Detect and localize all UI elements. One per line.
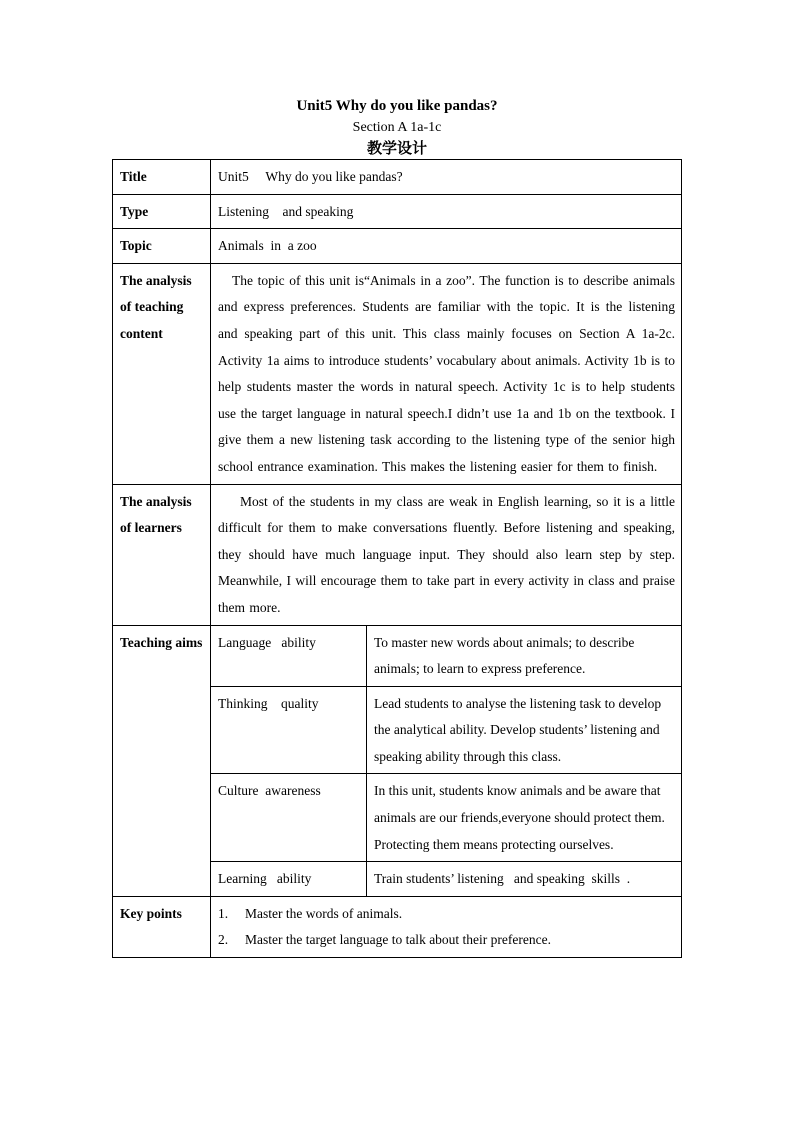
key-points-label: Key points (113, 896, 211, 957)
row-aim-language (113, 625, 682, 686)
aim-name: Culture awareness (211, 774, 367, 862)
learners-analysis-text: Most of the students in my class are weak in English learning, so it is a little difficult for them to make conversations fluently. Before listening and speaking, they should have much language input. They should also learn step by step. Meanwhile, I will encourage them to take part in every activity in class and praise them more. (211, 484, 682, 625)
teaching-aims-label: Teaching aims (113, 625, 211, 896)
row-topic (113, 229, 682, 264)
row-title (113, 160, 682, 195)
title-label: Title (113, 160, 211, 195)
aim-text: Train students’ listening and speaking skills . (367, 862, 682, 897)
type-label: Type (113, 194, 211, 229)
topic-label: Topic (113, 229, 211, 264)
row-key-points (113, 896, 682, 957)
row-content-analysis (113, 263, 682, 484)
document-chinese-title: 教学设计 (366, 139, 427, 157)
title-value: Unit5 Why do you like pandas? (211, 160, 682, 195)
document-subtitle: Section A 1a-1c (352, 120, 442, 135)
row-learners-analysis (113, 484, 682, 625)
list-item: 2. Master the target language to talk about their preference. (218, 932, 551, 948)
topic-value: Animals in a zoo (211, 229, 682, 264)
content-analysis-label: The analysis of teaching content (113, 263, 211, 484)
aim-text: To master new words about animals; to describe animals; to learn to express preference. (367, 625, 682, 686)
type-value: Listening and speaking (211, 194, 682, 229)
aim-text: In this unit, students know animals and be aware that animals are our friends,everyone should protect them. Protecting them means protecting ourselves. (367, 774, 682, 862)
lesson-plan-table (112, 159, 682, 958)
learners-analysis-label: The analysis of learners (113, 484, 211, 625)
row-type (113, 194, 682, 229)
aim-name: Thinking quality (211, 686, 367, 774)
document-title: Unit5 Why do you like pandas? (296, 98, 498, 114)
key-points-list (211, 896, 682, 957)
aim-text: Lead students to analyse the listening task to develop the analytical ability. Develop students’ listening and speaking ability through this class. (367, 686, 682, 774)
aim-name: Language ability (211, 625, 367, 686)
content-analysis-text: The topic of this unit is“Animals in a zoo”. The function is to describe animals and express preferences. Students are familiar with the topic. It is the listening and speaking part of this unit. This class mainly focuses on Section A 1a-2c. Activity 1a aims to introduce students’ vocabulary about animals. Activity 1b is to help students master the words in natural speech. Activity 1c is to help students use the target language in natural speech.I didn’t use 1a and 1b on the textbook. I give them a new listening task according to the listening type of the senior high school entrance examination. This makes the listening easier for them to finish. (211, 263, 682, 484)
list-item: 1. Master the words of animals. (218, 905, 403, 921)
aim-name: Learning ability (211, 862, 367, 897)
